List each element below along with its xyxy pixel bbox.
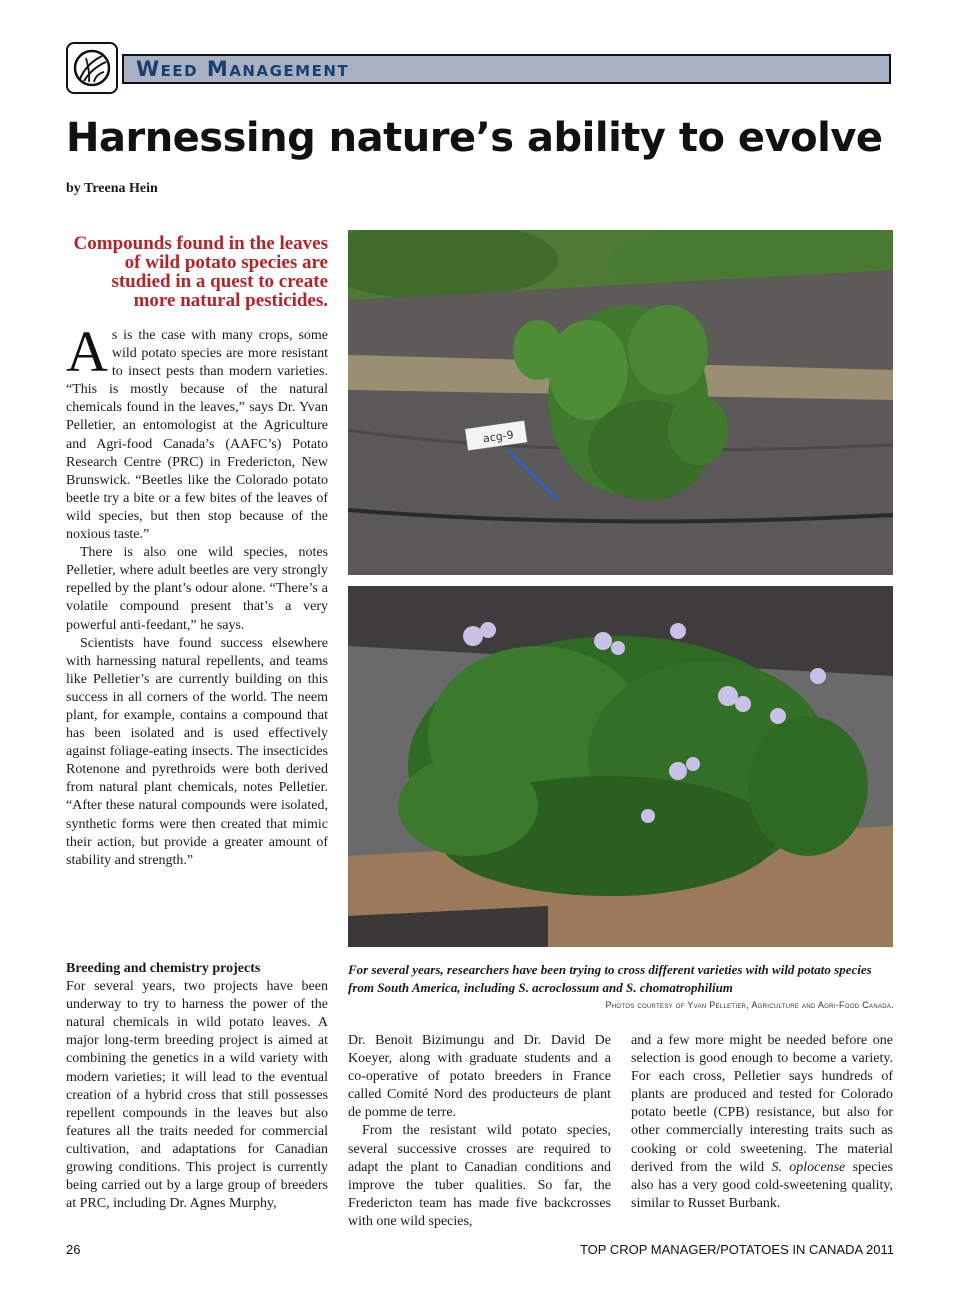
- publication-footer: TOP CROP MANAGER/POTATOES IN CANADA 2011: [579, 1242, 894, 1257]
- paragraph: Scientists have found success elsewhere with harnessing natural repellents, and teams like Pelletier’s are currently building on this success in all corners of the world. The neem plant, for example, contains a compound that has been isolated and is used effectively against foliage-eating insects. The insecticides Rotenone and pyrethroids were both derived from natural plant chemicals, notes Pelletier. “After these natural compounds were isolated, synthetic forms were then created that mimic their action, but provide a greater amount of stability and strength.”: [66, 635, 328, 868]
- plant-tag-label: acg-9: [482, 428, 515, 446]
- weed-emblem-icon: [66, 42, 118, 94]
- photo-caption: For several years, researchers have been trying to cross different varieties with wild potato species from South America, including S. acroclossum and S. chomatrophilium: [348, 962, 872, 995]
- article-deck: Compounds found in the leaves of wild potato species are studied in a quest to create more natural pesticides.: [73, 233, 328, 311]
- drop-cap: A: [66, 319, 108, 384]
- section-subhead: Breeding and chemistry projects: [66, 961, 261, 976]
- paragraph: There is also one wild species, notes Pelletier, where adult beetles are very strongly repelled by the plant’s odour alone. “There’s a volatile compound present that’s a very powerful anti-feedant,” he says.: [66, 545, 328, 633]
- column-3: [631, 1032, 893, 1213]
- page-number: 26: [66, 1242, 81, 1257]
- paragraph-text: and a few more might be needed before one selection is good enough to become a variety. For each cross, Pelletier says hundreds of plants are produced and tested for Colorado potato beetle (CPB) resistance, but also for other commercially interesting traits such as cooking or cold sweetening. The material derived from the wild: [631, 1033, 893, 1175]
- section-banner: [66, 42, 893, 96]
- byline: by Treena Hein: [66, 181, 158, 196]
- article-headline: Harnessing nature’s ability to evolve: [66, 115, 883, 161]
- column-2: [348, 1032, 611, 1231]
- paragraph: s is the case with many crops, some wild potato species are more resistant to insect pests than modern varieties. “This is mostly because of the natural chemicals found in the leaves,” says Dr. Yvan Pelletier, an entomologist at the Agriculture and Agri-food Canada’s (AAFC’s) Potato Research Centre (PRC) in Fredericton, New Brunswick. “Beetles like the Colorado potato beetle try a bite or a few bites of the leaves of wild species, but then stop because of the noxious taste.”: [66, 328, 328, 543]
- paragraph: From the resistant wild potato species, several successive crosses are required to adapt the plant to Canadian conditions and improve the tuber qualities. So far, the Fredericton team has made five backcrosses with one wild species,: [348, 1123, 611, 1229]
- photo-credit: Photos courtesy of Yvan Pelletier, Agriculture and Agri-Food Canada.: [605, 1000, 894, 1010]
- paragraph: For several years, two projects have been underway to try to harness the power of the natural chemicals in wild potato leaves. A major long-term breeding project is aimed at combining the genetics in a wild variety with modern varieties; it will lead to the eventual creation of a hybrid cross that still possesses repellent compounds in the leaves but also features all the traits needed for commercial cultivation, and adaptations for Canadian growing conditions. This project is currently being carried out by a large group of breeders at PRC, including Dr. Agnes Murphy,: [66, 979, 328, 1212]
- column-1-lower: [66, 960, 328, 1213]
- bottom-photo-flowering-potato-plant: [348, 586, 893, 947]
- section-title: Weed Management: [122, 54, 891, 84]
- paragraph: Dr. Benoit Bizimungu and Dr. David De Koeyer, along with graduate students and a co-operative of potato breeders in France called Comité Nord des producteurs de plant de pomme de terre.: [348, 1033, 611, 1121]
- paragraph-text: species also has a very good cold-sweetening quality, similar to Russet Burbank.: [631, 1159, 893, 1211]
- top-photo-wild-potato-plant: [348, 230, 893, 575]
- species-name: S. oplocense: [771, 1159, 846, 1175]
- column-1: [66, 319, 328, 870]
- paragraph: [631, 1032, 893, 1213]
